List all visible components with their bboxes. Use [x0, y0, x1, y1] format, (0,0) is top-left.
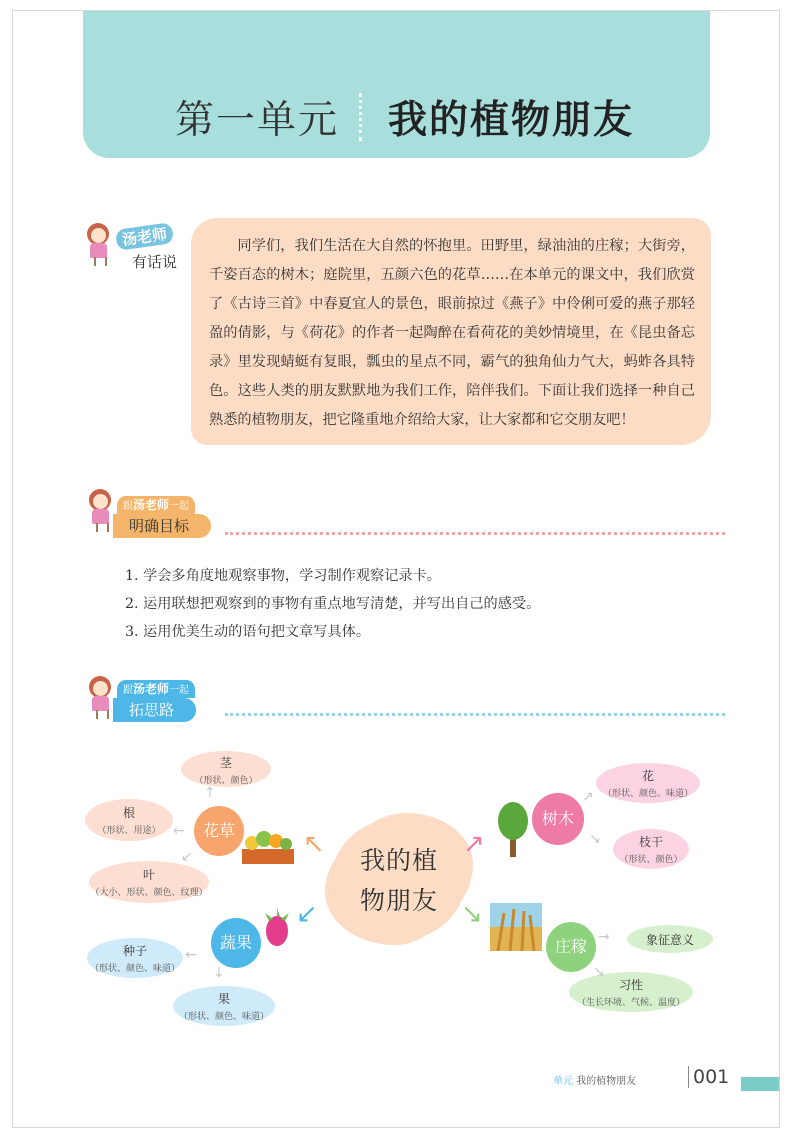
section-divider: [225, 532, 725, 535]
node-root: 根 （形状、用途）: [85, 799, 173, 841]
node-stem: 茎 （形状、颜色）: [181, 751, 271, 787]
node-leaf: 叶 （大小、形状、颜色、纹理）: [89, 861, 209, 903]
node-huacao: 花草: [194, 806, 244, 856]
arrow-down-left-icon: ↙: [181, 849, 193, 865]
tree-icon: [497, 801, 529, 857]
arrow-left-icon: ←: [185, 947, 197, 963]
think-heading: 拓思路: [113, 698, 196, 722]
page-edge-tab: [741, 1077, 779, 1091]
big-arrow-up-right-icon: ↗: [463, 829, 485, 859]
center-text-line-1: 我的植: [359, 846, 438, 875]
teacher-name-tag: 汤老师: [115, 222, 174, 251]
center-text-line-2: 物朋友: [359, 886, 438, 915]
intro-panel: [191, 218, 711, 445]
section-divider: [225, 713, 725, 716]
arrow-up-right-icon: ↗: [582, 789, 594, 805]
unit-banner: [83, 11, 710, 158]
node-symbolism: 象征意义: [627, 925, 713, 953]
arrow-up-icon: ↑: [204, 785, 216, 801]
goal-item: 1. 学会多角度地观察事物，学习制作观察记录卡。: [125, 568, 441, 584]
goal-item: 2. 运用联想把观察到的事物有重点地写清楚，并写出自己的感受。: [125, 596, 541, 612]
dragon-fruit-icon: [263, 907, 291, 949]
flower-pot-icon: [242, 823, 294, 865]
node-flower: 花 （形状、颜色、味道）: [596, 763, 700, 803]
teacher-illustration: [83, 223, 115, 267]
arrow-down-icon: ↓: [213, 965, 225, 981]
footer-unit: 单元: [553, 1076, 573, 1087]
big-arrow-left-icon: ↖: [303, 829, 325, 859]
mind-map-center: [331, 819, 467, 939]
banner-divider: [359, 93, 362, 141]
arrow-down-right-icon: ↘: [589, 831, 601, 847]
page-footer: [553, 1066, 730, 1088]
mind-map: [13, 741, 779, 1031]
goal-item: 3. 运用优美生动的语句把文章写具体。: [125, 624, 371, 640]
teacher-talk-badge: [116, 226, 196, 272]
unit-title: 我的植物朋友: [388, 98, 635, 143]
unit-number: 第一单元: [175, 98, 340, 143]
textbook-page: [12, 10, 780, 1128]
node-shuguo: 蔬果: [211, 918, 261, 968]
node-branch: 枝干 （形状、颜色）: [613, 829, 689, 869]
big-arrow-down-left-icon: ↙: [296, 899, 318, 929]
footer-divider: [688, 1066, 689, 1088]
think-pill: 跟汤老师一起: [117, 680, 195, 698]
arrow-down-right-icon: ↘: [593, 964, 605, 980]
node-shumu: 树木: [532, 793, 584, 845]
teacher-talk-label: 有话说: [132, 253, 178, 271]
page-number: 001: [693, 1066, 730, 1088]
wheat-icon: [490, 903, 542, 951]
goals-pill: 跟汤老师一起: [117, 496, 195, 514]
footer-title: 我的植物朋友: [576, 1076, 637, 1087]
node-zhuangjia: 庄稼: [546, 922, 596, 972]
goals-heading: 明确目标: [113, 514, 211, 538]
arrow-left-icon: ←: [173, 823, 185, 839]
node-habit: 习性 （生长环境、气候、温度）: [569, 972, 693, 1012]
goals-list: [125, 562, 540, 646]
big-arrow-down-right-icon: ↘: [461, 899, 483, 929]
node-seed: 种子 （形状、颜色、味道）: [87, 938, 183, 978]
intro-text: 同学们，我们生活在大自然的怀抱里。田野里，绿油油的庄稼；大街旁，千姿百态的树木；庭院里，五颜六色的花草……在本单元的课文中，我们欣赏了《古诗三首》中春夏宜人的景色，眼前掠过《燕子》中伶俐可爱的燕子那轻盈的倩影，与《荷花》的作者一起陶醉在看荷花的美妙情境里，在《昆虫备忘录》里发现蜻蜓有复眼，瓢虫的星点不同，霸气的独角仙力气大，蚂蚱各具特色。这些人类的朋友默默地为我们工作，陪伴我们。下面让我们选择一种自己熟悉的植物朋友，把它隆重地介绍给大家，让大家都和它交朋友吧！: [209, 238, 695, 428]
node-fruit: 果 （形状、颜色、味道）: [173, 986, 275, 1026]
arrow-right-icon: →: [598, 929, 610, 945]
